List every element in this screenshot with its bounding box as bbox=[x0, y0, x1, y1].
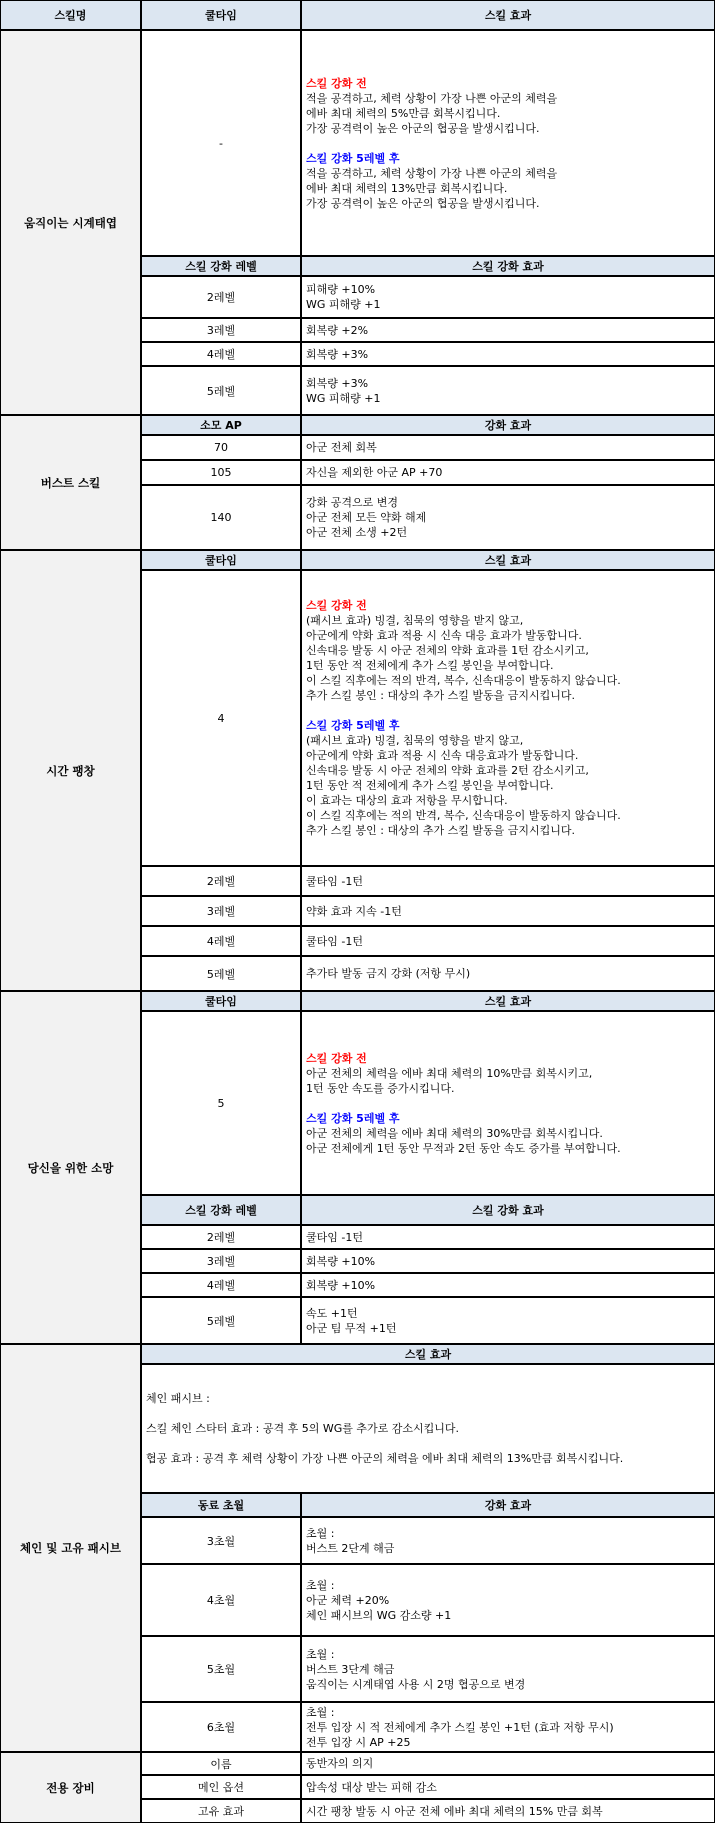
effect-line: 피해량 +10% bbox=[306, 283, 376, 296]
effect-line: 이 효과는 대상의 효과 저항을 무시합니다. bbox=[306, 794, 508, 807]
level-effect bbox=[301, 366, 715, 415]
cooltime-header: 쿨타임 bbox=[141, 550, 301, 570]
effect-line: 아군에게 약화 효과 적용 시 신속 대응효과가 발동합니다. bbox=[306, 749, 579, 762]
effect-line: 에바 최대 체력의 5%만큼 회복시킵니다. bbox=[306, 106, 501, 120]
level-label: 4레벨 bbox=[141, 342, 301, 366]
effect-line: 가장 공격력이 높은 아군의 협공을 발생시킵니다. bbox=[306, 196, 540, 210]
skill-effect-text bbox=[301, 30, 715, 256]
level-label: 3레벨 bbox=[141, 896, 301, 926]
burst-effect bbox=[301, 460, 715, 485]
effect-line: 1턴 동안 적 전체에게 추가 스킬 봉인을 부여합니다. bbox=[306, 779, 554, 792]
effect-line: 전투 입장 시 적 전체에게 추가 스킬 봉인 +1턴 (효과 저항 무시) bbox=[306, 1720, 614, 1734]
effect-line: 이 스킬 직후에는 적의 반격, 복수, 신속대응이 발동하지 않습니다. bbox=[306, 809, 621, 822]
effect-line: 회복량 +10% bbox=[306, 1278, 376, 1292]
tier-effect bbox=[301, 1636, 715, 1702]
effect-line: 아군 전체 모든 약화 해제 bbox=[306, 511, 427, 524]
level-effect-header: 스킬 강화 효과 bbox=[301, 1195, 715, 1225]
level-effect bbox=[301, 1297, 715, 1344]
effect-line: 아군 전체의 체력을 에바 최대 체력의 10%만큼 회복시키고, bbox=[306, 1066, 593, 1080]
gear-value-text: 압속성 대상 받는 피해 감소 bbox=[306, 1780, 437, 1794]
effect-line: WG 피해량 +1 bbox=[306, 391, 381, 405]
effect-line: 이 스킬 직후에는 적의 반격, 복수, 신속대응이 발동하지 않습니다. bbox=[306, 674, 621, 687]
level-label: 2레벨 bbox=[141, 866, 301, 896]
level-effect bbox=[301, 1249, 715, 1273]
skill-section-burst bbox=[141, 415, 715, 550]
level-label: 5레벨 bbox=[141, 366, 301, 415]
effect-line: 적을 공격하고, 체력 상황이 가장 나쁜 아군의 체력을 bbox=[306, 166, 558, 180]
after-label: 스킬 강화 5레벨 후 bbox=[306, 151, 400, 165]
skill-name-wish: 당신을 위한 소망 bbox=[0, 991, 141, 1344]
skill-name-burst: 버스트 스킬 bbox=[0, 415, 141, 550]
level-effect-header: 스킬 강화 효과 bbox=[301, 256, 715, 276]
level-effect bbox=[301, 342, 715, 366]
passive-effect-text bbox=[141, 1364, 715, 1493]
passive-effect-header: 스킬 효과 bbox=[141, 1344, 715, 1364]
skill-section-time-dilation bbox=[141, 550, 715, 991]
effect-line: 체인 패시브 : bbox=[146, 1392, 210, 1405]
tier-label: 6초월 bbox=[141, 1702, 301, 1752]
gear-value bbox=[301, 1752, 715, 1775]
level-effect bbox=[301, 1225, 715, 1249]
gear-value bbox=[301, 1775, 715, 1799]
effect-line: 체인 패시브의 WG 감소량 +1 bbox=[306, 1608, 452, 1622]
effect-line: (패시브 효과) 빙결, 침묵의 영향을 받지 않고, bbox=[306, 734, 524, 747]
level-effect bbox=[301, 276, 715, 318]
effect-line: 아군 전체 회복 bbox=[306, 441, 377, 454]
skill-name-time-dilation: 시간 팽창 bbox=[0, 550, 141, 991]
effect-line: 버스트 3단계 해금 bbox=[306, 1662, 395, 1676]
cooltime-value: 5 bbox=[141, 1011, 301, 1195]
table-header bbox=[0, 0, 715, 30]
ap-value: 140 bbox=[141, 485, 301, 550]
skill-section-chain-passive bbox=[141, 1344, 715, 1752]
skill-effect-text bbox=[301, 1011, 715, 1195]
gear-key: 메인 옵션 bbox=[141, 1775, 301, 1799]
cooltime-value: 4 bbox=[141, 570, 301, 866]
skill-effect-text bbox=[301, 570, 715, 866]
level-effect bbox=[301, 866, 715, 896]
effect-line: 전투 입장 시 AP +25 bbox=[306, 1735, 411, 1749]
effect-line: 아군 전체에게 1턴 동안 무적과 2턴 동안 속도 증가를 부여합니다. bbox=[306, 1141, 621, 1155]
effect-line: 아군 팀 무적 +1턴 bbox=[306, 1321, 397, 1335]
effect-header: 스킬 효과 bbox=[301, 550, 715, 570]
effect-line: 버스트 2단계 해금 bbox=[306, 1541, 395, 1555]
header-skill-name: 스킬명 bbox=[0, 0, 141, 30]
level-header: 스킬 강화 레벨 bbox=[141, 1195, 301, 1225]
level-label: 4레벨 bbox=[141, 926, 301, 956]
header-cooltime: 쿨타임 bbox=[141, 0, 301, 30]
effect-line: 회복량 +2% bbox=[306, 323, 369, 337]
effect-line: 회복량 +10% bbox=[306, 1254, 376, 1268]
cooltime-header: 쿨타임 bbox=[141, 991, 301, 1011]
level-label: 5레벨 bbox=[141, 1297, 301, 1344]
tier-label: 3초월 bbox=[141, 1517, 301, 1564]
tier-label: 5초월 bbox=[141, 1636, 301, 1702]
tier-label: 4초월 bbox=[141, 1564, 301, 1636]
tier-header: 동료 초월 bbox=[141, 1493, 301, 1517]
after-label: 스킬 강화 5레벨 후 bbox=[306, 719, 400, 732]
ap-header: 소모 AP bbox=[141, 415, 301, 435]
effect-line: 아군에게 약화 효과 적용 시 신속 대응 효과가 발동합니다. bbox=[306, 629, 582, 642]
before-label: 스킬 강화 전 bbox=[306, 1051, 367, 1065]
effect-line: 회복량 +3% bbox=[306, 376, 369, 390]
gear-value bbox=[301, 1799, 715, 1823]
gear-key: 고유 효과 bbox=[141, 1799, 301, 1823]
effect-line: 1턴 동안 적 전체에게 추가 스킬 봉인을 부여합니다. bbox=[306, 659, 554, 672]
effect-line: 가장 공격력이 높은 아군의 협공을 발생시킵니다. bbox=[306, 121, 540, 135]
after-label: 스킬 강화 5레벨 후 bbox=[306, 1111, 400, 1125]
level-label: 2레벨 bbox=[141, 1225, 301, 1249]
burst-effect bbox=[301, 485, 715, 550]
effect-line: 쿨타임 -1턴 bbox=[306, 874, 363, 888]
level-effect bbox=[301, 318, 715, 342]
effect-line: 적을 공격하고, 체력 상황이 가장 나쁜 아군의 체력을 bbox=[306, 91, 558, 105]
gear-value-text: 시간 팽창 발동 시 아군 전체 에바 최대 체력의 15% 만큼 회복 bbox=[306, 1804, 603, 1818]
skill-section-wish bbox=[141, 991, 715, 1344]
ap-value: 105 bbox=[141, 460, 301, 485]
skill-name-clockwork: 움직이는 시계태엽 bbox=[0, 30, 141, 415]
level-effect bbox=[301, 1273, 715, 1297]
effect-header: 스킬 효과 bbox=[301, 991, 715, 1011]
cooltime-value: - bbox=[141, 30, 301, 256]
level-label: 3레벨 bbox=[141, 1249, 301, 1273]
gear-value-text: 동반자의 의지 bbox=[306, 1757, 374, 1770]
effect-line: 쿨타임 -1턴 bbox=[306, 934, 363, 948]
tier-effect-header: 강화 효과 bbox=[301, 1493, 715, 1517]
tier-effect bbox=[301, 1517, 715, 1564]
level-effect bbox=[301, 926, 715, 956]
level-label: 2레벨 bbox=[141, 276, 301, 318]
effect-line: 초월 : bbox=[306, 1578, 335, 1592]
before-label: 스킬 강화 전 bbox=[306, 76, 367, 90]
gear-section bbox=[141, 1752, 715, 1823]
tier-effect bbox=[301, 1564, 715, 1636]
effect-line: 추가타 발동 금지 강화 (저항 무시) bbox=[306, 967, 471, 980]
burst-effect-header: 강화 효과 bbox=[301, 415, 715, 435]
before-label: 스킬 강화 전 bbox=[306, 599, 367, 612]
effect-line: 에바 최대 체력의 13%만큼 회복시킵니다. bbox=[306, 181, 508, 195]
effect-line: 회복량 +3% bbox=[306, 347, 369, 361]
skill-name-chain-passive: 체인 및 고유 패시브 bbox=[0, 1344, 141, 1752]
effect-line: (패시브 효과) 빙결, 침묵의 영향을 받지 않고, bbox=[306, 614, 524, 627]
effect-line: 쿨타임 -1턴 bbox=[306, 1230, 363, 1244]
effect-line: 아군 전체의 체력을 에바 최대 체력의 30%만큼 회복시킵니다. bbox=[306, 1126, 603, 1140]
effect-line: WG 피해량 +1 bbox=[306, 298, 381, 311]
effect-line: 약화 효과 지속 -1턴 bbox=[306, 904, 402, 918]
effect-line: 강화 공격으로 변경 bbox=[306, 496, 399, 509]
header-effect: 스킬 효과 bbox=[301, 0, 715, 30]
level-label: 5레벨 bbox=[141, 956, 301, 991]
level-header: 스킬 강화 레벨 bbox=[141, 256, 301, 276]
level-effect bbox=[301, 896, 715, 926]
gear-key: 이름 bbox=[141, 1752, 301, 1775]
effect-line: 자신을 제외한 아군 AP +70 bbox=[306, 466, 443, 479]
effect-line: 추가 스킬 봉인 : 대상의 추가 스킬 발동을 금지시킵니다. bbox=[306, 689, 575, 702]
effect-line: 움직이는 시계태엽 사용 시 2명 협공으로 변경 bbox=[306, 1677, 526, 1691]
effect-line: 1턴 동안 속도를 증가시킵니다. bbox=[306, 1081, 455, 1095]
level-effect bbox=[301, 956, 715, 991]
effect-line: 초월 : bbox=[306, 1647, 335, 1661]
effect-line: 협공 효과 : 공격 후 체력 상황이 가장 나쁜 아군의 체력을 에바 최대 체력의 13%만큼 회복시킵니다. bbox=[146, 1452, 624, 1465]
effect-line: 초월 : bbox=[306, 1526, 335, 1540]
effect-line: 신속대응 발동 시 아군 전체의 약화 효과를 1턴 감소시키고, bbox=[306, 644, 589, 657]
tier-effect bbox=[301, 1702, 715, 1752]
effect-line: 속도 +1턴 bbox=[306, 1306, 358, 1320]
level-label: 4레벨 bbox=[141, 1273, 301, 1297]
skill-section-clockwork bbox=[141, 30, 715, 415]
effect-line: 초월 : bbox=[306, 1705, 335, 1719]
effect-line: 추가 스킬 봉인 : 대상의 추가 스킬 발동을 금지시킵니다. bbox=[306, 824, 575, 837]
effect-line: 스킬 체인 스타터 효과 : 공격 후 5의 WG를 추가로 감소시킵니다. bbox=[146, 1422, 459, 1435]
burst-effect bbox=[301, 435, 715, 460]
effect-line: 아군 체력 +20% bbox=[306, 1593, 390, 1607]
ap-value: 70 bbox=[141, 435, 301, 460]
level-label: 3레벨 bbox=[141, 318, 301, 342]
skill-name-exclusive-gear: 전용 장비 bbox=[0, 1752, 141, 1823]
effect-line: 아군 전체 소생 +2턴 bbox=[306, 526, 408, 539]
effect-line: 신속대응 발동 시 아군 전체의 약화 효과를 2턴 감소시키고, bbox=[306, 764, 589, 777]
